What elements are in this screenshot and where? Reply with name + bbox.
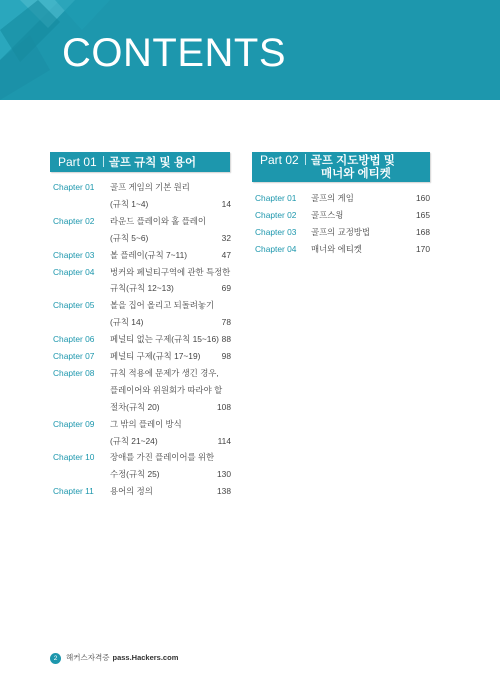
part-title-line1: 골프 지도방법 및 xyxy=(310,155,395,167)
toc-row xyxy=(53,230,231,246)
contents-title: CONTENTS xyxy=(62,31,286,75)
footer-brand: 해커스자격증 xyxy=(66,653,110,663)
toc-row xyxy=(53,314,231,330)
chapter-label: Chapter 03 xyxy=(53,249,95,260)
chapter-title: (규칙 1~4) xyxy=(110,198,149,209)
chapter-title: 골프의 게임 xyxy=(311,193,354,203)
chapter-label: Chapter 03 xyxy=(255,227,297,237)
page-ref: 165 xyxy=(416,210,430,220)
toc-row xyxy=(53,247,231,263)
chapter-title: 볼 플레이(규칙 7~11) xyxy=(110,249,188,260)
chapter-title: 용어의 정의 xyxy=(110,486,153,497)
chapter-label: Chapter 08 xyxy=(53,367,95,378)
toc-row xyxy=(255,207,430,223)
chapter-title: 골프 게임의 기본 원리 xyxy=(110,182,190,192)
page-ref: 14 xyxy=(221,198,231,209)
chapter-title: (규칙 21~24) xyxy=(110,435,158,446)
divider xyxy=(305,154,306,165)
toc-row xyxy=(53,331,231,347)
chapter-title: 골프의 교정방법 xyxy=(311,227,370,237)
page-ref: 108 xyxy=(217,401,231,412)
part-title: 골프 규칙 및 용어 xyxy=(108,157,197,169)
page-ref: 47 xyxy=(221,249,231,260)
footer-site: pass.Hackers.com xyxy=(112,653,179,663)
page-ref: 114 xyxy=(217,435,231,446)
page-ref: 168 xyxy=(416,227,430,237)
chapter-label: Chapter 10 xyxy=(53,452,95,463)
chapter-title: 볼을 집어 올리고 되돌려놓기 xyxy=(110,300,215,311)
toc-row xyxy=(53,179,231,195)
contents-banner xyxy=(0,0,500,100)
toc-row xyxy=(53,213,231,229)
chapter-label: Chapter 02 xyxy=(53,215,95,226)
page-number: 2 xyxy=(50,653,61,664)
toc-row xyxy=(53,280,231,296)
chapter-title: 매너와 에티켓 xyxy=(311,244,362,254)
toc-row xyxy=(53,483,231,499)
chapter-title: 플레이어와 위원회가 따라야 할 xyxy=(110,384,223,395)
toc-row xyxy=(53,365,231,381)
chapter-title: 그 밖의 플레이 방식 xyxy=(110,418,182,429)
toc-row xyxy=(255,224,430,240)
chapter-title: (규칙 5~6) xyxy=(110,232,149,243)
chapter-title: 페널티 없는 구제(규칙 15~16) xyxy=(110,334,219,345)
toc-row xyxy=(53,399,231,415)
toc-row xyxy=(53,196,231,212)
chapter-label: Chapter 09 xyxy=(53,418,95,429)
toc-row xyxy=(53,348,231,364)
chapter-label: Chapter 01 xyxy=(255,193,297,203)
page-ref: 170 xyxy=(416,244,430,254)
part-number: Part 01 xyxy=(58,155,97,169)
page-ref: 78 xyxy=(221,317,231,328)
toc-row xyxy=(53,416,231,432)
chapter-title: 라운드 플레이와 홀 플레이 xyxy=(110,215,206,226)
chapter-label: Chapter 02 xyxy=(255,210,297,220)
chapter-label: Chapter 05 xyxy=(53,300,95,311)
chapter-title: 골프스윙 xyxy=(311,210,344,220)
toc-row xyxy=(53,466,231,482)
chapter-title: 절차(규칙 20) xyxy=(110,401,160,412)
chapter-title: 장애를 가진 플레이어를 위한 xyxy=(110,452,215,463)
part-01-header xyxy=(50,152,230,172)
chapter-title: 벙커와 페널티구역에 관한 특정한 xyxy=(110,266,231,277)
page-ref: 98 xyxy=(221,351,231,361)
part-02-header xyxy=(252,152,430,182)
chapter-label: Chapter 07 xyxy=(53,351,95,361)
page-ref: 130 xyxy=(217,469,231,480)
divider xyxy=(103,156,104,167)
page-ref: 69 xyxy=(221,283,231,294)
page-ref: 160 xyxy=(416,193,430,203)
toc-row xyxy=(53,382,231,398)
chapter-title: 수정(규칙 25) xyxy=(110,469,160,480)
chapter-label: Chapter 06 xyxy=(53,334,95,345)
toc-row xyxy=(53,449,231,465)
toc-row xyxy=(53,264,231,280)
toc-row xyxy=(53,297,231,313)
toc-row xyxy=(255,190,430,206)
part-title-line2: 매너와 에티켓 xyxy=(321,168,391,180)
toc-row xyxy=(53,433,231,449)
part-number: Part 02 xyxy=(260,153,299,167)
chapter-title: 페널티 구제(규칙 17~19) xyxy=(110,351,201,361)
chapter-label: Chapter 04 xyxy=(53,266,95,277)
chapter-label: Chapter 04 xyxy=(255,244,297,254)
page-ref: 32 xyxy=(221,232,231,243)
toc-row xyxy=(255,241,430,257)
chapter-title: 규칙(규칙 12~13) xyxy=(110,283,174,294)
chapter-label: Chapter 11 xyxy=(53,486,94,497)
chapter-title: (규칙 14) xyxy=(110,317,144,328)
page-footer xyxy=(50,651,178,665)
chapter-title: 규칙 적용에 문제가 생긴 경우, xyxy=(110,367,219,378)
chapter-label: Chapter 01 xyxy=(53,182,95,192)
page-ref: 138 xyxy=(217,486,231,497)
page-ref: 88 xyxy=(221,334,231,345)
